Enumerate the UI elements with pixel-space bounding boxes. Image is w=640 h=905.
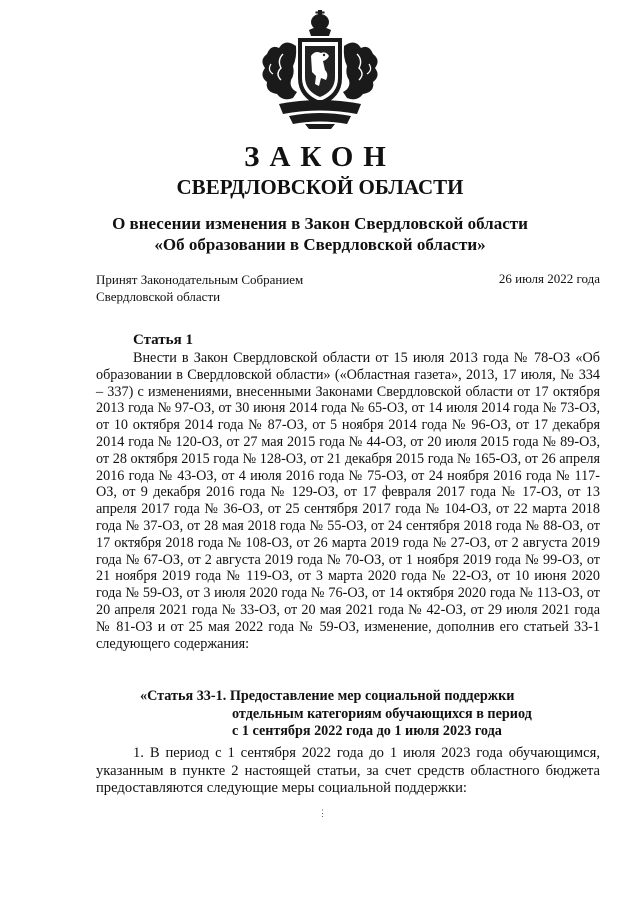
new-article-item-1: [96, 745, 600, 798]
adoption-date: 26 июля 2022 года: [498, 271, 600, 286]
new-article-heading-line-3: с 1 сентября 2022 года до 1 июля 2023 года: [232, 723, 502, 739]
law-subject: [0, 213, 640, 255]
new-article-heading-line-2: отдельным категориям обучающихся в период: [232, 705, 532, 722]
new-article-heading-line-1: «Статья 33-1. Предоставление мер социальной поддержки: [140, 688, 515, 704]
article-body: [96, 350, 600, 652]
adoption-line-2: Свердловской области: [96, 289, 221, 304]
article-paragraph: Внести в Закон Свердловской области от 15 июля 2013 года № 78-ОЗ «Об образовании в Свердловской области» («Областная газета», 2013, 17 июля, № 334 – 337) с изменениями, внесенными Законами Свердловской области от 17 октября 2013 года № 97-ОЗ, от 30 июня 2014 года № 65-ОЗ, от 14 июля 2014 года № 73-ОЗ, от 10 октября 2014 года № 87-ОЗ, от 5 ноября 2014 года № 96-ОЗ, от 17 декабря 2014 года № 120-ОЗ, от 27 мая 2015 года № 44-ОЗ, от 20 июля 2015 года № 89-ОЗ, от 28 октября 2015 года № 128-ОЗ, от 21 декабря 2015 года № 165-ОЗ, от 26 апреля 2016 года № 43-ОЗ, от 4 июля 2016 года № 75-ОЗ, от 24 ноября 2016 года № 117-ОЗ, от 9 декабря 2016 года № 129-ОЗ, от 17 февраля 2017 года № 17-ОЗ, от 13 апреля 2017 года № 36-ОЗ, от 25 сентября 2017 года № 104-ОЗ, от 22 марта 2018 года № 37-ОЗ, от 28 мая 2018 года № 55-ОЗ, от 24 сентября 2018 года № 88-ОЗ, от 17 октября 2018 года № 108-ОЗ, от 26 марта 2019 года № 27-ОЗ, от 2 августа 2019 года № 67-ОЗ, от 2 августа 2019 года № 70-ОЗ, от 1 ноября 2019 года № 99-ОЗ, от 21 ноября 2019 года № 119-ОЗ, от 3 марта 2020 года № 22-ОЗ, от 10 июня 2020 года № 59-ОЗ, от 3 июля 2020 года № 76-ОЗ, от 14 октября 2020 года № 113-ОЗ, от 20 апреля 2021 года № 33-ОЗ, от 20 мая 2021 года № 42-ОЗ, от 29 июля 2021 года № 81-ОЗ и от 25 мая 2022 года № 59-ОЗ, изменение, дополнив его статьей 33-1 следующего содержания:: [96, 350, 600, 652]
new-article-heading: [140, 688, 610, 741]
article-heading: Статья 1: [133, 332, 193, 348]
region-title: СВЕРДЛОВСКОЙ ОБЛАСТИ: [176, 175, 464, 199]
adoption-info: [96, 271, 356, 305]
coat-of-arms-emblem: [249, 8, 391, 130]
law-subject-line-1: О внесении изменения в Закон Свердловской области: [112, 214, 528, 233]
law-subject-line-2: «Об образовании в Свердловской области»: [154, 235, 486, 254]
adoption-line-1: Принят Законодательным Собранием: [96, 272, 304, 287]
page-fold-mark: ⋮: [318, 808, 327, 818]
item-paragraph: 1. В период с 1 сентября 2022 года до 1 июля 2023 года обучающимся, указанным в пункте 2 настоящей статьи, за счет средств областного бюджета предоставляются следующие меры социальной поддержки:: [96, 745, 600, 796]
law-title: ЗАКОН: [244, 141, 396, 173]
